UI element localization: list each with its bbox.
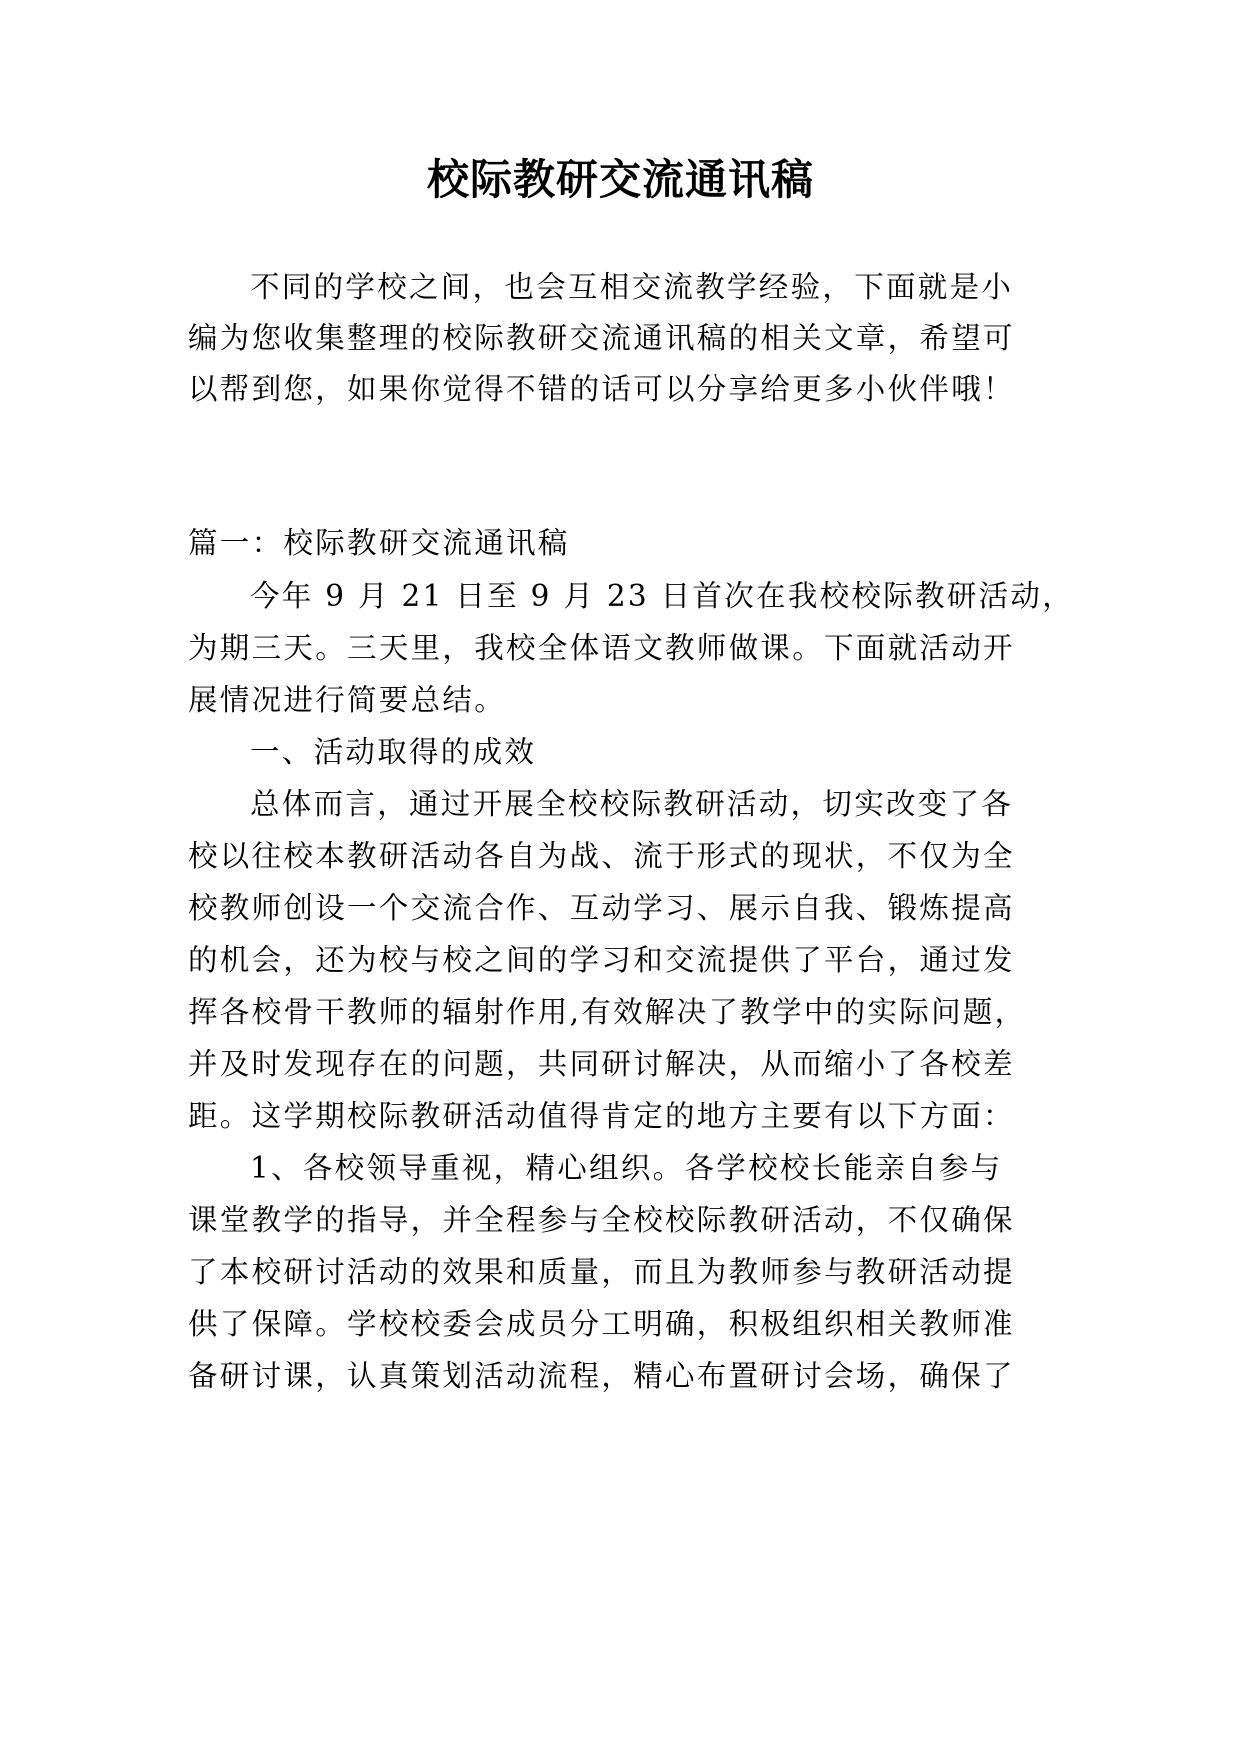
body-line: 供了保障。学校校委会成员分工明确，积极组织相关教师准 — [188, 1307, 1015, 1341]
body-line: 挥各校骨干教师的辐射作用,有效解决了教学中的实际问题， — [188, 995, 1027, 1029]
body-line: 校以往校本教研活动各自为战、流于形式的现状，不仅为全 — [188, 839, 1015, 873]
body-line: 为期三天。三天里，我校全体语文教师做课。下面就活动开 — [188, 631, 1015, 665]
intro-line: 编为您收集整理的校际教研交流通讯稿的相关文章，希望可 — [188, 321, 1015, 355]
body-line: 1、各校领导重视，精心组织。各学校校长能亲自参与 — [250, 1151, 1003, 1185]
intro-line: 不同的学校之间，也会互相交流教学经验，下面就是小 — [250, 270, 1014, 304]
body-line: 了本校研讨活动的效果和质量，而且为教师参与教研活动提 — [188, 1255, 1015, 1289]
body-line: 备研讨课，认真策划活动流程，精心布置研讨会场，确保了 — [188, 1359, 1015, 1393]
body-line: 展情况进行简要总结。 — [188, 683, 507, 717]
body-line: 距。这学期校际教研活动值得肯定的地方主要有以下方面： — [188, 1099, 1015, 1133]
body-line: 总体而言，通过开展全校校际教研活动，切实改变了各 — [250, 787, 1014, 821]
body-line: 课堂教学的指导，并全程参与全校校际教研活动，不仅确保 — [188, 1203, 1015, 1237]
body-line: 并及时发现存在的问题，共同研讨解决，从而缩小了各校差 — [188, 1047, 1015, 1081]
subheading: 一、活动取得的成效 — [250, 735, 537, 769]
section-heading: 篇一：校际教研交流通讯稿 — [188, 526, 570, 560]
body-line: 今年 9 月 21 日至 9 月 23 日首次在我校校际教研活动， — [250, 579, 1075, 613]
body-line: 校教师创设一个交流合作、互动学习、展示自我、锻炼提高 — [188, 891, 1015, 925]
document-title: 校际教研交流通讯稿 — [426, 155, 814, 204]
body-line: 的机会，还为校与校之间的学习和交流提供了平台，通过发 — [188, 943, 1015, 977]
intro-line: 以帮到您，如果你觉得不错的话可以分享给更多小伙伴哦！ — [188, 372, 1015, 406]
